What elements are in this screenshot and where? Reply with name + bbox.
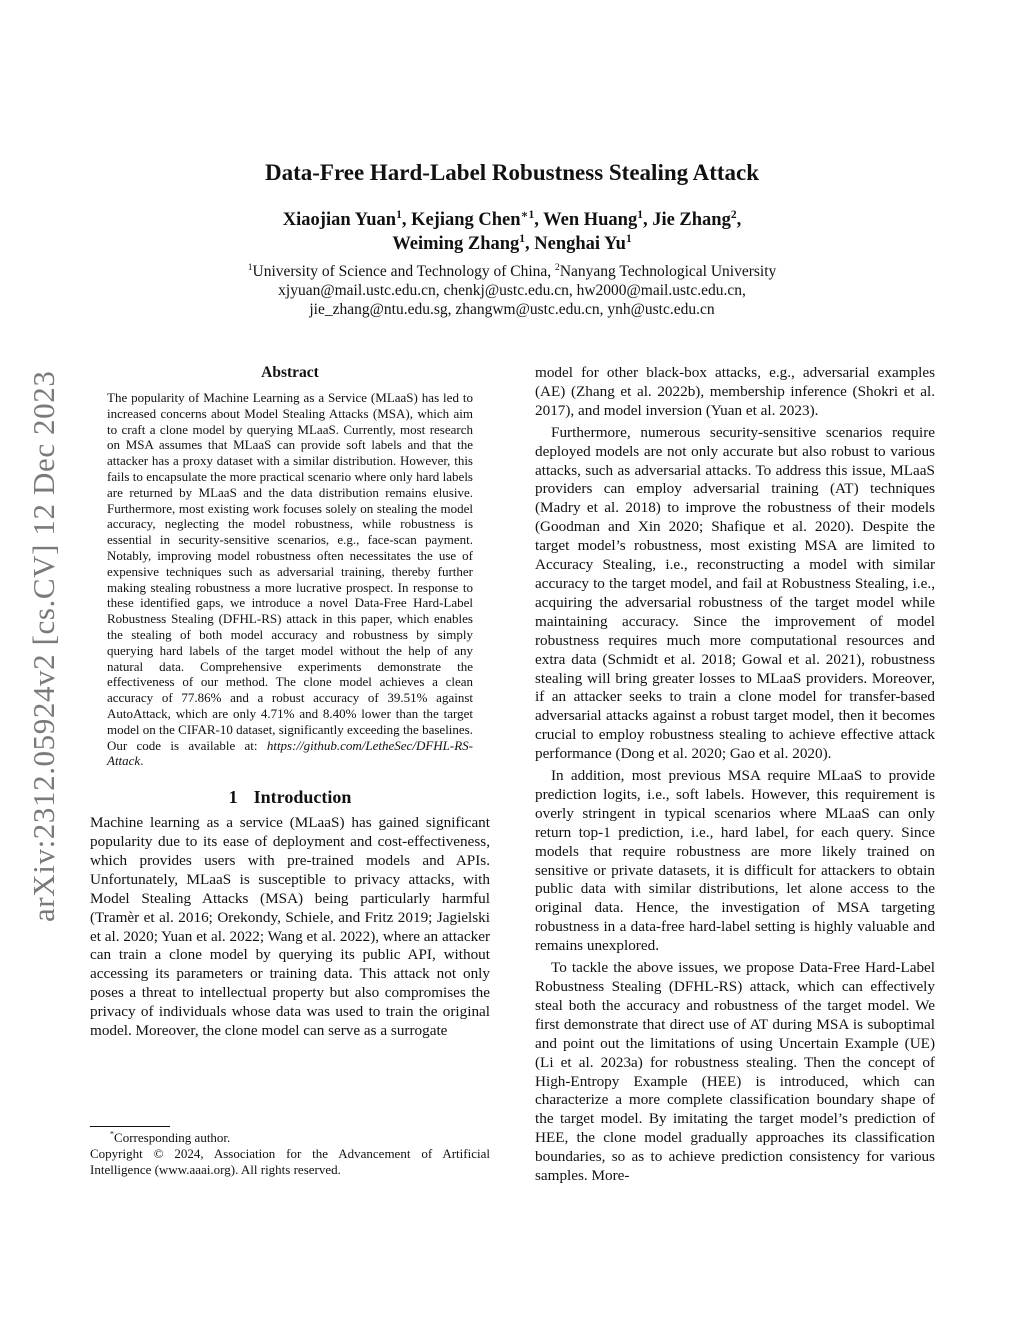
institution: University of Science and Technology of China, <box>252 263 552 280</box>
right-column <box>535 364 935 1186</box>
body-paragraph: To tackle the above issues, we propose Data-Free Hard-Label Robustness Stealing (DFHL-RS) attack, which can effectively steal both the accuracy and robustness of the target model. We first demonstrate that direct use of AT during MSA is suboptimal and point out the limitations of using Uncertain Example (UE) (Li et al. 2023a) for robustness stealing. Then the concept of High-Entropy Example (HEE) is introduced, which can characterize a more complete classification boundary shape of the target model. By imitating the target model’s prediction of HEE, the clone model gradually approaches its classification boundaries, so as to achieve prediction consistency for various samples. More- <box>535 959 935 1185</box>
affiliation-line <box>0 262 1024 281</box>
author-name: Jie Zhang <box>652 210 731 230</box>
section-heading <box>90 787 490 808</box>
affil-mark: 1 <box>519 232 526 245</box>
footnote-text: Corresponding author. <box>114 1130 231 1145</box>
affil-mark: 1 <box>396 208 402 221</box>
footnote <box>90 1126 490 1178</box>
left-column <box>90 364 490 1041</box>
footnote-mark: * <box>110 1129 115 1139</box>
author-name: Kejiang Chen <box>411 210 521 230</box>
email-line-2: jie_zhang@ntu.edu.sg, zhangwm@ustc.edu.cn, ynh@ustc.edu.cn <box>309 301 715 318</box>
affil-mark: 2 <box>555 261 560 273</box>
author-name: Weiming Zhang <box>392 234 520 254</box>
affil-mark: ∗1 <box>520 208 535 221</box>
section-number: 1 <box>228 787 238 808</box>
abstract-body: The popularity of Machine Learning as a Service (MLaaS) has led to increased concerns about Model Stealing Attacks (MSA), which aim to craft a clone model by querying MLaaS. Currently, most research on MSA assumes that MLaaS can provide soft labels and that the attacker has a proxy dataset with a similar distribution. However, this fails to encapsulate the more practical scenario where only hard labels are returned by MLaaS and the data distribution remains elusive. Furthermore, most existing work focuses solely on stealing the model accuracy, neglecting the model robustness, while robustness is essential in security-sensitive scenarios, e.g., face-scan payment. Notably, improving model robustness often necessitates the use of expensive techniques such as adversarial training, thereby further making stealing robustness a more lucrative prospect. In response to these identified gaps, we introduce a novel Data-Free Hard-Label Robustness Stealing (DFHL-RS) attack in this paper, which enables the stealing of both model accuracy and robustness by simply querying hard labels of the target model without the help of any natural data. Comprehensive experiments demonstrate the effectiveness of our method. The clone model achieves a clean accuracy of 77.86% and a robust accuracy of 39.51% against AutoAttack, which are only 4.71% and 8.40% lower than the target model on the CIFAR-10 dataset, significantly exceeding the baselines. Our code is available at: <box>107 390 473 753</box>
paper-title: Data-Free Hard-Label Robustness Stealing Attack <box>264 160 760 185</box>
abstract-text <box>107 390 473 769</box>
institution: Nanyang Technological University <box>559 263 777 280</box>
intro-paragraph: Machine learning as a service (MLaaS) has gained significant popularity due to its ease of deployment and cost-effectiveness, which provides users with pre-trained models and APIs. Unfortunately, MLaaS is susceptible to privacy attacks, with Model Stealing Attacks (MSA) being particularly harmful (Tramèr et al. 2016; Orekondy, Schiele, and Fritz 2019; Jagielski et al. 2020; Yuan et al. 2022; Wang et al. 2022), where an attacker can train a clone model by querying its public API, without accessing its parameters or training data. This attack not only poses a threat to intellectual property but also compromises the privacy of individuals whose data was used to train the original model. Moreover, the clone model can serve as a surrogate <box>90 814 490 1040</box>
author-line-2: Weiming Zhang$^1$, Nenghai Yu$^1$ <box>392 232 632 254</box>
arxiv-identifier: arXiv:2312.05924v2 [cs.CV] 12 Dec 2023 <box>26 370 61 922</box>
body-paragraph: In addition, most previous MSA require MLaaS to provide prediction logits, i.e., soft labels. However, this requirement is overly stringent in typical scenarios where MLaaS can only return top-1 prediction, i.e., hard label, for each query. Since models that require robustness are more likely trained on sensitive or private datasets, it is difficult for attackers to obtain public data with similar distributions, let alone access to the original data. Hence, the investigation of MSA targeting robustness in a data-free hard-label setting is highly valuable and remains unexplored. <box>535 767 935 955</box>
affiliations <box>0 262 1024 319</box>
abstract-heading: Abstract <box>261 364 319 381</box>
affil-mark: 1 <box>247 261 253 273</box>
affil-mark: 2 <box>730 208 737 221</box>
section-title: Introduction <box>253 787 352 808</box>
author-name: Xiaojian Yuan <box>282 210 397 230</box>
body-paragraph: model for other black-box attacks, e.g., adversarial examples (AE) (Zhang et al. 2022b), membership inference (Shokri et al. 2017), and model inversion (Yuan et al. 2023). <box>535 364 935 419</box>
footnote-corresponding <box>90 1130 490 1146</box>
abstract-end: . <box>140 753 144 769</box>
author-name: Wen Huang <box>543 210 638 230</box>
affil-mark: 1 <box>637 208 643 221</box>
author-list <box>0 208 1024 256</box>
footnote-rule <box>90 1126 170 1127</box>
body-paragraph: Furthermore, numerous security-sensitive scenarios require deployed models are not only accurate but also robust to various attacks, such as adversarial attacks. To address this issue, MLaaS providers can employ adversarial training (AT) techniques (Madry et al. 2018) to improve the robustness of their models (Goodman and Xin 2020; Shafique et al. 2020). Despite the target model’s robustness, most existing MSA are limited to Accuracy Stealing, i.e., reconstructing a model with similar accuracy to the target model, and fail at Robustness Stealing, i.e., acquiring the adversarial robustness of the target model while maintaining accuracy. Since the improvement of model robustness requires much more computational resources and extra data (Schmidt et al. 2018; Gowal et al. 2021), robustness stealing will bring greater losses to MLaaS providers. Moreover, if an attacker seeks to train a clone model for transfer-based adversarial attacks against a robust target model, then it becomes crucial to employ robustness stealing to achieve effective attack performance (Dong et al. 2020; Gao et al. 2020). <box>535 423 935 763</box>
affil-mark: 1 <box>625 232 632 245</box>
email-line-1: xjyuan@mail.ustc.edu.cn, chenkj@ustc.edu.cn, hw2000@mail.ustc.edu.cn, <box>278 282 746 299</box>
copyright-notice: Copyright © 2024, Association for the Advancement of Artificial Intelligence (www.aaai.org). All rights reserved. <box>90 1146 490 1177</box>
author-line-1: Xiaojian Yuan$^1$, Kejiang Chen$^{∗1}$, Wen Huang$^1$, Jie Zhang$^2$, <box>282 208 742 230</box>
code-link[interactable]: https://github.com/LetheSec/DFHL-RS-Attack <box>107 737 473 769</box>
author-name: Nenghai Yu <box>534 234 626 254</box>
